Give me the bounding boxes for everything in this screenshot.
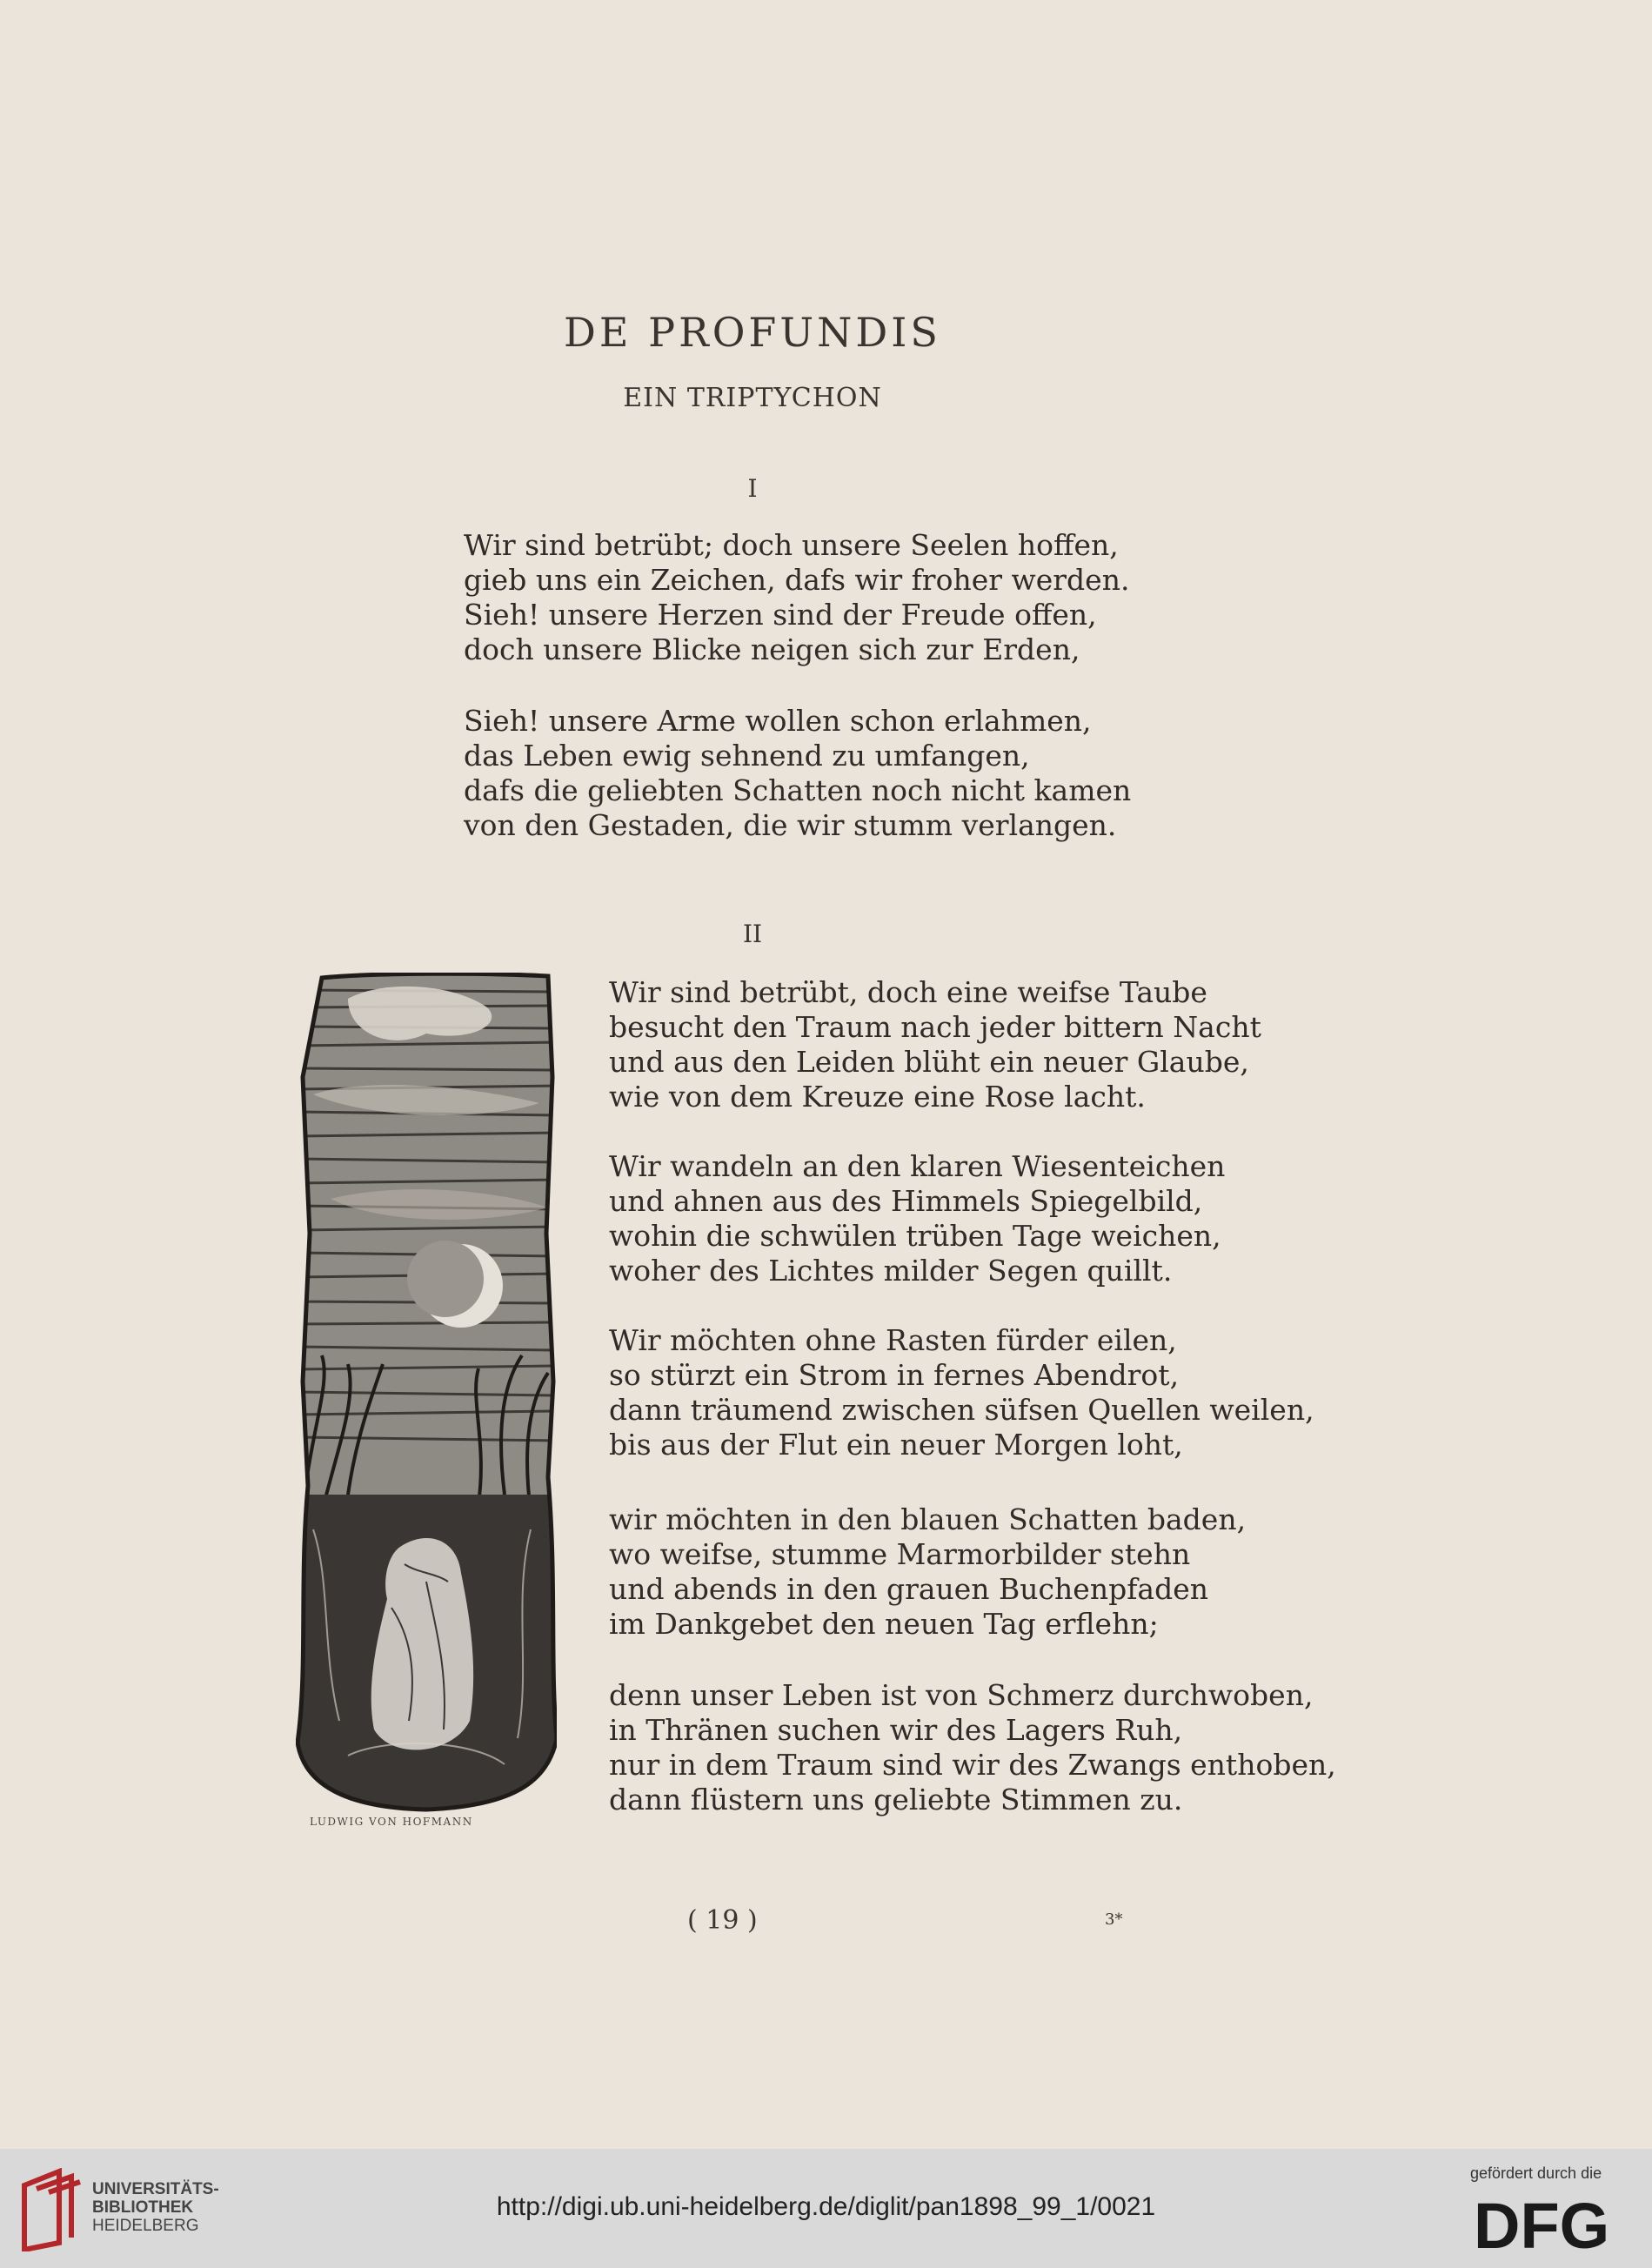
verse-line: dann flüstern uns geliebte Stimmen zu.: [609, 1783, 1183, 1816]
stanza-2-2: [609, 1149, 1225, 1288]
stanza-1-1: [464, 528, 1129, 667]
section-numeral-one: I: [747, 474, 758, 503]
verse-line: und abends in den grauen Buchenpfaden: [609, 1572, 1208, 1606]
stanza-2-5: [609, 1678, 1336, 1817]
poem-title: DE PROFUNDIS: [564, 309, 941, 356]
stanza-2-1: [609, 975, 1261, 1114]
verse-line: wo weifse, stumme Marmorbilder stehn: [609, 1537, 1191, 1571]
verse-line: Sieh! unsere Herzen sind der Freude offen,: [464, 598, 1097, 632]
verse-line: in Thränen suchen wir des Lagers Ruh,: [609, 1713, 1183, 1747]
verse-line: Wir sind betrübt; doch unsere Seelen hoffen,: [464, 528, 1119, 562]
verse-line: bis aus der Flut ein neuer Morgen loht,: [609, 1428, 1183, 1462]
section-numeral-two: II: [742, 920, 763, 948]
verse-line: und ahnen aus des Himmels Spiegelbild,: [609, 1184, 1203, 1218]
verse-line: so stürzt ein Strom in fernes Abendrot,: [609, 1358, 1180, 1392]
dfg-logo-icon: [1470, 2192, 1627, 2255]
stanza-1-2: [464, 704, 1131, 843]
library-name-line: UNIVERSITÄTS-: [92, 2180, 219, 2198]
stanza-2-3: [609, 1323, 1314, 1462]
verse-line: nur in dem Traum sind wir des Zwangs enthoben,: [609, 1748, 1336, 1782]
poem-subtitle: EIN TRIPTYCHON: [623, 383, 882, 413]
verse-line: das Leben ewig sehnend zu umfangen,: [464, 739, 1030, 773]
verse-line: dann träumend zwischen süfsen Quellen weilen,: [609, 1393, 1314, 1427]
verse-line: besucht den Traum nach jeder bittern Nacht: [609, 1010, 1261, 1044]
verse-line: wir möchten in den blauen Schatten baden,: [609, 1502, 1247, 1536]
signature-mark: 3*: [1105, 1910, 1123, 1929]
verse-line: dafs die geliebten Schatten noch nicht kamen: [464, 773, 1132, 807]
verse-line: von den Gestaden, die wir stumm verlangen.: [464, 808, 1117, 842]
moonlit-figure-illustration: [296, 973, 557, 1816]
digitization-footer: [0, 2149, 1652, 2268]
illustration-credit: LUDWIG VON HOFMANN: [310, 1816, 473, 1828]
stanza-2-4: [609, 1502, 1246, 1642]
funding-label: gefördert durch die: [1470, 2164, 1602, 2182]
permalink-url[interactable]: http://digi.ub.uni-heidelberg.de/diglit/pan1898_99_1/0021: [496, 2192, 1156, 2221]
verse-line: und aus den Leiden blüht ein neuer Glaube,: [609, 1045, 1249, 1079]
verse-line: Sieh! unsere Arme wollen schon erlahmen,: [464, 704, 1092, 738]
verse-line: Wir wandeln an den klaren Wiesenteichen: [609, 1149, 1226, 1183]
verse-line: wie von dem Kreuze eine Rose lacht.: [609, 1080, 1146, 1114]
page-number: ( 19 ): [687, 1905, 758, 1936]
verse-line: doch unsere Blicke neigen sich zur Erden,: [464, 632, 1080, 666]
verse-line: denn unser Leben ist von Schmerz durchwoben,: [609, 1678, 1314, 1712]
verse-line: woher des Lichtes milder Segen quillt.: [609, 1254, 1173, 1288]
verse-line: Wir möchten ohne Rasten fürder eilen,: [609, 1323, 1177, 1357]
verse-line: wohin die schwülen trüben Tage weichen,: [609, 1219, 1221, 1253]
library-name-line: BIBLIOTHEK: [92, 2198, 194, 2217]
verse-line: im Dankgebet den neuen Tag erflehn;: [609, 1607, 1159, 1641]
verse-line: gieb uns ein Zeichen, dafs wir froher werden.: [464, 563, 1130, 597]
verse-line: Wir sind betrübt, doch eine weifse Taube: [609, 975, 1207, 1009]
library-name-line: HEIDELBERG: [92, 2217, 199, 2235]
svg-text:DFG: DFG: [1474, 2192, 1610, 2255]
